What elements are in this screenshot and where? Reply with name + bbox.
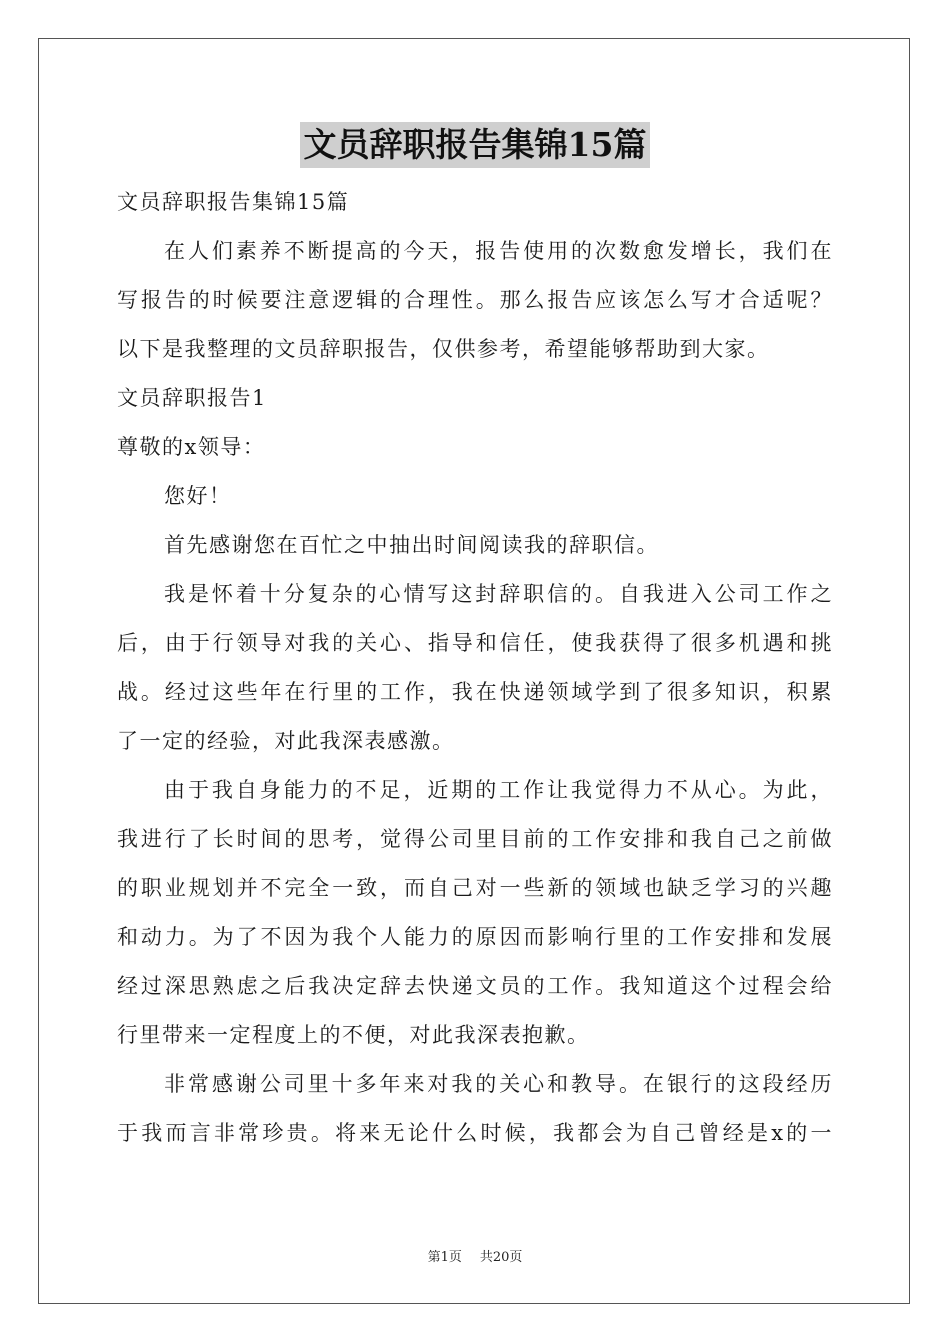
page-footer [0,1246,950,1265]
page-total: 共20页 [479,1250,523,1265]
page-number: 第1页 [427,1250,462,1265]
paragraph-line: 的职业规划并不完全一致，而自己对一些新的领域也缺乏学习的兴趣 [117,876,833,900]
paragraph-line: 以下是我整理的文员辞职报告，仅供参考，希望能够帮助到大家。 [117,337,770,361]
paragraph-line: 我进行了长时间的思考，觉得公司里目前的工作安排和我自己之前做 [117,827,833,851]
paragraph-line: 和动力。为了不因为我个人能力的原因而影响行里的工作安排和发展 [117,925,833,949]
paragraph-line: 战。经过这些年在行里的工作，我在快递领域学到了很多知识，积累 [117,680,833,704]
paragraph-line: 了一定的经验，对此我深表感激。 [117,729,455,753]
salutation: 尊敬的x领导： [117,435,266,459]
paragraph-line: 非常感谢公司里十多年来对我的关心和教导。在银行的这段经历 [164,1072,833,1096]
paragraph-line: 在人们素养不断提高的今天，报告使用的次数愈发增长，我们在 [164,239,833,263]
paragraph-line: 后，由于行领导对我的关心、指导和信任，使我获得了很多机遇和挑 [117,631,833,655]
paragraph-line: 由于我自身能力的不足，近期的工作让我觉得力不从心。为此， [164,778,833,802]
paragraph-line: 首先感谢您在百忙之中抽出时间阅读我的辞职信。 [164,533,659,557]
title-wrapper [0,122,950,168]
paragraph-line: 我是怀着十分复杂的心情写这封辞职信的。自我进入公司工作之 [164,582,833,606]
paragraph-line: 经过深思熟虑之后我决定辞去快递文员的工作。我知道这个过程会给 [117,974,833,998]
section-heading: 文员辞职报告1 [117,386,267,410]
document-title: 文员辞职报告集锦15篇 [300,122,651,168]
paragraph-line: 行里带来一定程度上的不便，对此我深表抱歉。 [117,1023,590,1047]
paragraph-line: 写报告的时候要注意逻辑的合理性。那么报告应该怎么写才合适呢？ [117,288,833,312]
document-body [117,178,833,1158]
subtitle-line: 文员辞职报告集锦15篇 [117,190,350,214]
greeting: 您好！ [164,484,232,508]
paragraph-line: 于我而言非常珍贵。将来无论什么时候，我都会为自己曾经是x的一 [117,1121,833,1145]
